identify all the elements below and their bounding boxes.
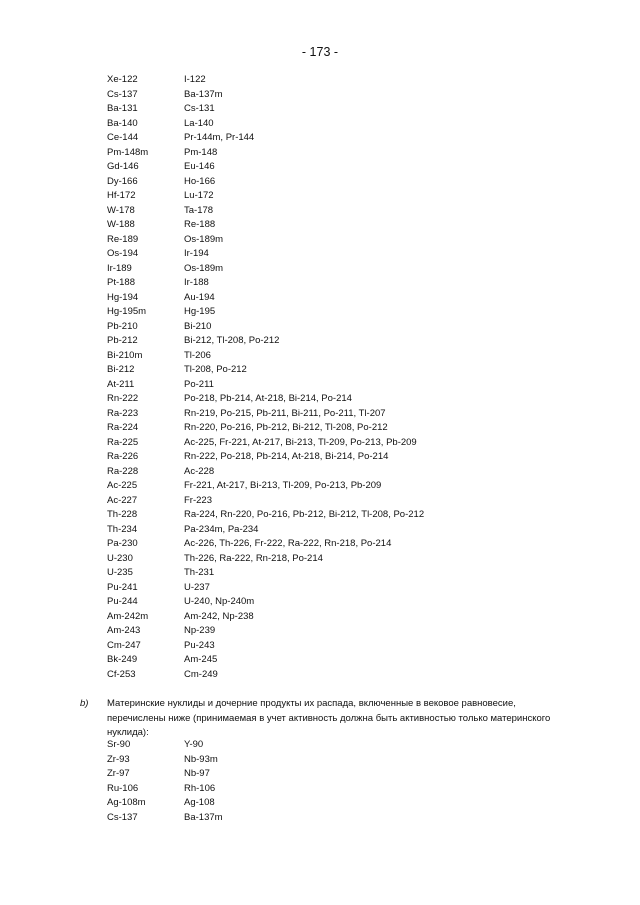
parent-nuclide: At-211 xyxy=(107,378,135,390)
table-row xyxy=(107,233,424,248)
parent-nuclide: Os-194 xyxy=(107,248,139,259)
table-row xyxy=(107,552,424,567)
daughter-nuclides: Tl-206 xyxy=(184,349,211,361)
table-row xyxy=(107,204,424,219)
daughter-nuclides: Ra-224, Rn-220, Po-216, Pb-212, Bi-212, Tl-208, Po-212 xyxy=(184,509,425,520)
daughter-nuclides: La-140 xyxy=(184,117,214,129)
daughter-nuclides: U-237 xyxy=(184,581,210,593)
daughter-nuclides: Ac-228 xyxy=(184,465,215,477)
parent-nuclide: Pu-244 xyxy=(107,596,138,607)
daughter-nuclides: Ba-137m xyxy=(184,88,223,100)
parent-nuclide: Pm-148m xyxy=(107,146,149,158)
parent-nuclide: Xe-122 xyxy=(107,74,138,85)
table-row xyxy=(107,811,223,826)
table-row xyxy=(107,276,424,291)
table-row xyxy=(107,767,223,782)
daughter-nuclides: Lu-172 xyxy=(184,190,214,201)
parent-daughter-table xyxy=(107,73,424,682)
daughter-nuclides: Eu-146 xyxy=(184,161,215,172)
table-row xyxy=(107,175,424,190)
table-row xyxy=(107,320,424,335)
table-row xyxy=(107,131,424,146)
table-row xyxy=(107,479,424,494)
parent-nuclide: Bk-249 xyxy=(107,654,138,665)
parent-nuclide: Zr-97 xyxy=(107,768,130,779)
daughter-nuclides: Ta-178 xyxy=(184,204,214,216)
parent-nuclide: Ir-189 xyxy=(107,262,132,274)
table-row xyxy=(107,160,424,175)
parent-nuclide: Dy-166 xyxy=(107,175,138,187)
daughter-nuclides: Ag-108 xyxy=(184,797,215,808)
daughter-nuclides: Fr-221, At-217, Bi-213, Tl-209, Po-213, Pb-209 xyxy=(184,480,382,491)
daughter-nuclides: Os-189m xyxy=(184,233,224,245)
daughter-nuclides: Fr-223 xyxy=(184,494,212,506)
parent-nuclide: Ag-108m xyxy=(107,797,146,808)
table-row xyxy=(107,291,424,306)
table-row xyxy=(107,392,424,407)
parent-nuclide: Ra-226 xyxy=(107,451,139,462)
parent-nuclide: Hg-195m xyxy=(107,306,147,317)
table-row xyxy=(107,668,424,683)
table-row xyxy=(107,653,424,668)
daughter-nuclides: Bi-212, Tl-208, Po-212 xyxy=(184,335,280,346)
table-row xyxy=(107,450,424,465)
daughter-nuclides: Ir-188 xyxy=(184,277,209,288)
daughter-nuclides: Th-226, Ra-222, Rn-218, Po-214 xyxy=(184,552,323,564)
parent-nuclide: Ra-223 xyxy=(107,407,139,419)
table-row xyxy=(107,349,424,364)
table-row xyxy=(107,378,424,393)
table-row xyxy=(107,494,424,509)
parent-nuclide: W-178 xyxy=(107,204,135,216)
parent-nuclide: Ra-224 xyxy=(107,422,139,433)
table-row xyxy=(107,146,424,161)
parent-nuclide: Ba-131 xyxy=(107,103,138,114)
parent-nuclide: Cm-247 xyxy=(107,639,141,651)
parent-nuclide: Pb-210 xyxy=(107,320,138,332)
table-row xyxy=(107,363,424,378)
daughter-nuclides: Ir-194 xyxy=(184,248,209,259)
daughter-nuclides: Ac-225, Fr-221, At-217, Bi-213, Tl-209, Po-213, Pb-209 xyxy=(184,436,417,448)
table-row xyxy=(107,189,424,204)
daughter-nuclides: Cm-249 xyxy=(184,668,218,680)
daughter-nuclides: Hg-195 xyxy=(184,306,216,317)
daughter-nuclides: Ac-226, Th-226, Fr-222, Ra-222, Rn-218, Po-214 xyxy=(184,538,392,549)
daughter-nuclides: Ba-137m xyxy=(184,811,223,823)
daughter-nuclides: Bi-210 xyxy=(184,320,212,332)
table-row xyxy=(107,421,424,436)
daughter-nuclides: Au-194 xyxy=(184,291,215,303)
parent-nuclide: Ra-228 xyxy=(107,465,139,477)
parent-nuclide: Pu-241 xyxy=(107,581,138,593)
parent-nuclide: Pt-188 xyxy=(107,277,135,288)
parent-nuclide: U-230 xyxy=(107,552,133,564)
parent-nuclide: Bi-212 xyxy=(107,364,135,375)
table-row xyxy=(107,566,424,581)
daughter-nuclides: Tl-208, Po-212 xyxy=(184,364,247,375)
daughter-nuclides: Rn-222, Po-218, Pb-214, At-218, Bi-214, Po-214 xyxy=(184,451,389,462)
parent-nuclide: Zr-93 xyxy=(107,753,130,765)
note-marker: b) xyxy=(80,698,89,709)
parent-nuclide: Cs-137 xyxy=(107,88,138,100)
parent-nuclide: Ac-227 xyxy=(107,494,138,506)
daughter-nuclides: Rn-220, Po-216, Pb-212, Bi-212, Tl-208, Po-212 xyxy=(184,422,388,433)
daughter-nuclides: Nb-93m xyxy=(184,753,218,765)
daughter-nuclides: Y-90 xyxy=(184,739,204,750)
parent-nuclide: Gd-146 xyxy=(107,161,139,172)
table-row xyxy=(107,581,424,596)
daughter-nuclides: Po-211 xyxy=(184,378,214,390)
table-row xyxy=(107,117,424,132)
parent-nuclide: Hg-194 xyxy=(107,291,139,303)
daughter-nuclides: Nb-97 xyxy=(184,768,210,779)
daughter-nuclides: Ho-166 xyxy=(184,175,216,187)
parent-nuclide: Am-243 xyxy=(107,625,141,636)
table-row xyxy=(107,624,424,639)
parent-nuclide: Rn-222 xyxy=(107,393,139,404)
parent-nuclide: Am-242m xyxy=(107,610,149,622)
page-number: - 173 - xyxy=(301,45,339,59)
table-row xyxy=(107,639,424,654)
daughter-nuclides: Rh-106 xyxy=(184,782,216,794)
daughter-nuclides: Cs-131 xyxy=(184,103,215,114)
parent-nuclide: Ce-144 xyxy=(107,132,139,143)
parent-nuclide: Re-189 xyxy=(107,233,139,245)
parent-nuclide: Pa-230 xyxy=(107,538,138,549)
parent-nuclide: Hf-172 xyxy=(107,190,136,201)
daughter-nuclides: Am-245 xyxy=(184,654,218,665)
table-row xyxy=(107,796,223,811)
daughter-nuclides: Os-189m xyxy=(184,262,224,274)
parent-nuclide: Pb-212 xyxy=(107,335,138,346)
parent-nuclide: Cf-253 xyxy=(107,668,136,680)
table-row xyxy=(107,73,424,88)
daughter-nuclides: Th-231 xyxy=(184,567,215,578)
daughter-nuclides: Po-218, Pb-214, At-218, Bi-214, Po-214 xyxy=(184,393,352,404)
parent-nuclide: Ru-106 xyxy=(107,782,139,794)
parent-nuclide: Th-228 xyxy=(107,509,138,520)
parent-nuclide: Cs-137 xyxy=(107,811,138,823)
table-row xyxy=(107,595,424,610)
secular-equilibrium-table xyxy=(107,738,223,825)
table-row xyxy=(107,465,424,480)
parent-nuclide: U-235 xyxy=(107,567,133,578)
note-b xyxy=(80,697,570,741)
table-row xyxy=(107,537,424,552)
parent-nuclide: W-188 xyxy=(107,219,135,230)
daughter-nuclides: Rn-219, Po-215, Pb-211, Bi-211, Po-211, Tl-207 xyxy=(184,407,386,419)
daughter-nuclides: U-240, Np-240m xyxy=(184,596,255,607)
parent-nuclide: Ba-140 xyxy=(107,117,138,129)
daughter-nuclides: Pa-234m, Pa-234 xyxy=(184,523,259,535)
daughter-nuclides: Pm-148 xyxy=(184,146,218,158)
parent-nuclide: Th-234 xyxy=(107,523,138,535)
table-row xyxy=(107,753,223,768)
daughter-nuclides: Np-239 xyxy=(184,625,216,636)
table-row xyxy=(107,782,223,797)
table-row xyxy=(107,262,424,277)
parent-nuclide: Ac-225 xyxy=(107,480,138,491)
table-row xyxy=(107,247,424,262)
table-row xyxy=(107,407,424,422)
daughter-nuclides: I-122 xyxy=(184,74,206,85)
table-row xyxy=(107,523,424,538)
parent-nuclide: Ra-225 xyxy=(107,436,139,448)
table-row xyxy=(107,102,424,117)
table-row xyxy=(107,610,424,625)
daughter-nuclides: Pr-144m, Pr-144 xyxy=(184,132,255,143)
table-row xyxy=(107,305,424,320)
table-row xyxy=(107,88,424,103)
daughter-nuclides: Pu-243 xyxy=(184,639,215,651)
table-row xyxy=(107,738,223,753)
table-row xyxy=(107,218,424,233)
parent-nuclide: Sr-90 xyxy=(107,739,131,750)
table-row xyxy=(107,334,424,349)
daughter-nuclides: Am-242, Np-238 xyxy=(184,610,254,622)
table-row xyxy=(107,436,424,451)
table-row xyxy=(107,508,424,523)
daughter-nuclides: Re-188 xyxy=(184,219,216,230)
parent-nuclide: Bi-210m xyxy=(107,349,143,361)
note-text: Материнские нуклиды и дочерние продукты их распада, включенные в вековое равновесие, перечислены ниже (принимаемая в учет активность должна быть активностью только материнского нуклида): xyxy=(107,698,551,738)
